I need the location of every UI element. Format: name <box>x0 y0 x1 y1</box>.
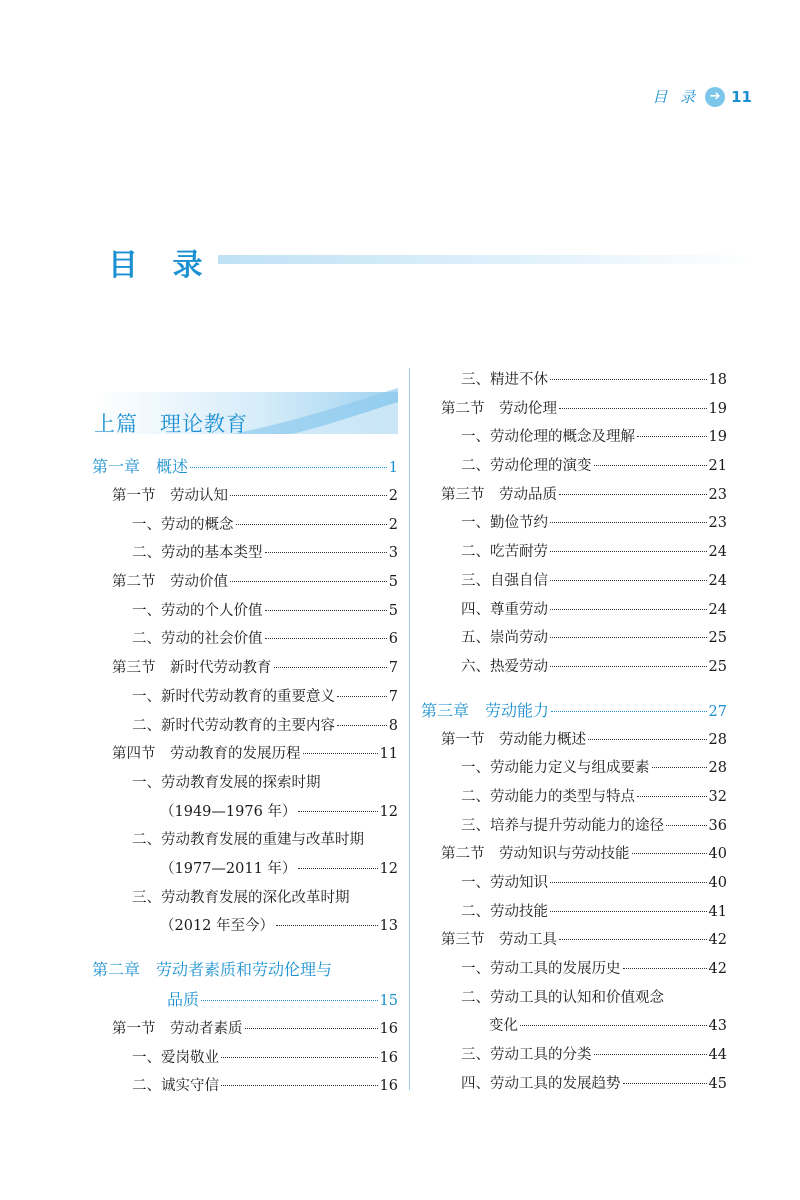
toc-entry <box>421 423 727 452</box>
toc-entry <box>421 624 727 653</box>
toc-entry-page: 7 <box>388 660 398 677</box>
dot-leader <box>190 467 387 468</box>
dot-leader <box>550 666 707 667</box>
toc-entry <box>92 597 398 626</box>
dot-leader <box>337 696 387 697</box>
toc-entry-page: 25 <box>708 658 727 675</box>
toc-entry-page: 27 <box>708 703 727 720</box>
toc-entry-title: （1949—1976 年） <box>160 803 297 820</box>
toc-entry <box>421 1070 727 1099</box>
toc-entry-page: 42 <box>708 932 727 949</box>
toc-entry-title: 二、劳动伦理的演变 <box>461 458 592 475</box>
toc-entry-page: 16 <box>379 1021 398 1037</box>
toc-entry-page: 28 <box>708 760 727 777</box>
toc-entry-title: 第二节 劳动伦理 <box>441 400 557 417</box>
toc-entry-title: 一、劳动知识 <box>461 875 548 891</box>
toc-entry-title: 二、劳动能力的类型与特点 <box>461 788 635 805</box>
toc-right-column <box>421 366 727 1099</box>
dot-leader <box>550 580 707 581</box>
toc-entry-page: 13 <box>379 918 398 935</box>
toc-entry-title: 一、勤俭节约 <box>461 515 548 532</box>
toc-entry-page: 23 <box>708 515 727 532</box>
toc-entry <box>421 509 727 538</box>
dot-leader <box>550 379 707 380</box>
toc-entry-page: 19 <box>708 429 727 446</box>
page-title: 目 录 <box>108 248 215 283</box>
toc-entry-page: 40 <box>708 846 727 863</box>
dot-leader <box>550 911 707 912</box>
dot-leader <box>221 1057 378 1058</box>
dot-leader <box>201 1000 378 1001</box>
toc-entry-page: 11 <box>379 746 398 763</box>
dot-leader <box>623 968 707 969</box>
toc-entry-title: 一、劳动工具的发展历史 <box>461 961 621 978</box>
toc-entry <box>421 1041 727 1070</box>
toc-entry-page: 44 <box>708 1047 727 1064</box>
dot-leader <box>265 552 387 553</box>
toc-entry-title: 第一节 劳动能力概述 <box>441 731 586 748</box>
dot-leader <box>276 925 378 926</box>
toc-entry <box>421 538 727 567</box>
toc-entry <box>92 712 398 741</box>
column-divider <box>409 368 410 1090</box>
toc-entry-page: 3 <box>388 545 398 562</box>
toc-entry-title: 二、劳动的基本类型 <box>132 545 263 562</box>
toc-entry-page: 32 <box>708 788 727 805</box>
toc-entry-page: 24 <box>708 601 727 618</box>
toc-entry <box>421 596 727 625</box>
toc-entry <box>92 912 398 941</box>
dot-leader <box>230 581 387 582</box>
dot-leader <box>632 853 707 854</box>
toc-entry-page: 28 <box>708 731 727 748</box>
dot-leader <box>637 796 707 797</box>
toc-entry-page: 25 <box>708 630 727 647</box>
toc-entry-page: 12 <box>379 803 398 820</box>
toc-entry-page: 5 <box>388 574 398 591</box>
toc-entry-page: 12 <box>379 860 398 877</box>
toc-entry-title: 四、劳动工具的发展趋势 <box>461 1075 621 1092</box>
dot-leader <box>265 638 387 639</box>
toc-entry-title: 第四节 劳动教育的发展历程 <box>112 746 301 763</box>
toc-entry-page: 5 <box>388 602 398 619</box>
dot-leader <box>298 868 377 869</box>
toc-entry <box>421 1012 727 1041</box>
dot-leader <box>551 711 707 712</box>
toc-entry-title: 二、劳动工具的认知和价值观念 <box>461 989 664 1006</box>
toc-entry-title: 三、培养与提升劳动能力的途径 <box>461 817 664 834</box>
part-title-text: 上篇 理论教育 <box>94 412 248 436</box>
dot-leader <box>550 522 707 523</box>
toc-entry <box>92 798 398 827</box>
toc-entry <box>92 683 398 712</box>
toc-entry-title: （2012 年至今） <box>160 918 275 935</box>
toc-entry-page: 42 <box>708 961 727 978</box>
toc-entry <box>421 481 727 510</box>
toc-entry-title: 第二节 劳动知识与劳动技能 <box>441 846 630 863</box>
toc-entry <box>421 366 727 395</box>
toc-entry <box>421 754 727 783</box>
dot-leader <box>236 524 387 525</box>
toc-entry <box>92 654 398 683</box>
toc-entry-title: 第一节 劳动者素质 <box>112 1021 243 1037</box>
toc-entry <box>421 955 727 984</box>
toc-entry-title: 第二章 劳动者素质和劳动伦理与 <box>92 960 333 979</box>
toc-entry-page: 43 <box>708 1018 727 1035</box>
toc-entry-page: 8 <box>388 717 398 734</box>
dot-leader <box>520 1025 707 1026</box>
dot-leader <box>303 753 378 754</box>
toc-entry-page: 16 <box>379 1078 398 1095</box>
toc-entry-title: 第一节 劳动认知 <box>112 488 228 504</box>
toc-entry <box>421 452 727 481</box>
toc-entry-page: 16 <box>379 1049 398 1066</box>
toc-entry-page: 45 <box>708 1075 727 1092</box>
toc-left-column <box>92 380 398 1101</box>
toc-entry-page: 7 <box>388 688 398 705</box>
toc-entry-title: 二、吃苦耐劳 <box>461 544 548 561</box>
toc-entry-title: 二、诚实守信 <box>132 1078 219 1095</box>
toc-entry-title: 二、劳动技能 <box>461 903 548 920</box>
dot-leader <box>230 495 387 496</box>
dot-leader <box>637 436 707 437</box>
toc-entry <box>421 840 727 869</box>
toc-entry <box>421 696 727 726</box>
toc-entry-title: 四、尊重劳动 <box>461 601 548 618</box>
dot-leader <box>588 739 707 740</box>
toc-entry-page: 19 <box>708 400 727 417</box>
toc-entry-page: 41 <box>708 903 727 920</box>
toc-entry-title: 三、精进不休 <box>461 372 548 388</box>
toc-entry-title: 一、劳动教育发展的探索时期 <box>132 774 321 791</box>
dot-leader <box>550 637 707 638</box>
toc-entry <box>92 511 398 540</box>
toc-entry <box>421 812 727 841</box>
toc-entry-page: 23 <box>708 486 727 503</box>
dot-leader <box>337 725 387 726</box>
title-decor-bar <box>218 255 758 264</box>
toc-entry-title: 五、崇尚劳动 <box>461 630 548 647</box>
toc-entry <box>92 955 398 985</box>
dot-leader <box>298 811 377 812</box>
toc-entry-title: 第三节 劳动品质 <box>441 486 557 503</box>
dot-leader <box>559 494 707 495</box>
toc-entry-title: 第三节 劳动工具 <box>441 932 557 949</box>
toc-entry <box>92 452 398 482</box>
part-title-banner <box>92 380 398 434</box>
arrow-right-icon: ➔ <box>705 87 725 107</box>
dot-leader <box>550 551 707 552</box>
toc-entry-title: 第三章 劳动能力 <box>421 700 550 720</box>
toc-entry-title: 六、热爱劳动 <box>461 658 548 675</box>
toc-entry-title: 品质 <box>167 990 200 1009</box>
dot-leader <box>652 767 707 768</box>
toc-entry <box>92 1015 398 1044</box>
toc-entry-title: 第三节 新时代劳动教育 <box>112 660 272 677</box>
toc-entry-page: 2 <box>388 488 398 504</box>
toc-entry-page: 1 <box>388 460 398 476</box>
toc-entry-page: 6 <box>388 631 398 648</box>
toc-entry <box>421 783 727 812</box>
header-title: 目 录 <box>652 88 700 106</box>
toc-entry <box>421 869 727 898</box>
toc-entry <box>92 539 398 568</box>
toc-entry <box>421 898 727 927</box>
running-header <box>652 86 752 107</box>
toc-entry-page: 21 <box>708 458 727 475</box>
toc-entry <box>92 625 398 654</box>
dot-leader <box>666 825 707 826</box>
toc-entry <box>421 984 727 1013</box>
toc-entry <box>92 1044 398 1073</box>
toc-entry <box>92 826 398 855</box>
toc-entry-page: 24 <box>708 572 727 589</box>
dot-leader <box>550 609 707 610</box>
toc-entry <box>92 568 398 597</box>
toc-entry-title: 二、劳动的社会价值 <box>132 631 263 648</box>
toc-entry <box>92 985 398 1015</box>
toc-entry <box>421 653 727 682</box>
toc-entry-page: 24 <box>708 544 727 561</box>
toc-entry-title: 一、劳动的概念 <box>132 516 234 533</box>
toc-entry-title: 二、新时代劳动教育的主要内容 <box>132 717 335 734</box>
toc-entry <box>92 884 398 913</box>
dot-leader <box>274 667 387 668</box>
toc-entry-title: 一、爱岗敬业 <box>132 1049 219 1066</box>
toc-entry-title: 一、劳动伦理的概念及理解 <box>461 429 635 446</box>
toc-entry-title: 一、新时代劳动教育的重要意义 <box>132 688 335 705</box>
dot-leader <box>594 1054 707 1055</box>
toc-entry <box>421 567 727 596</box>
toc-entry-page: 40 <box>708 875 727 891</box>
toc-entry <box>421 926 727 955</box>
toc-entry <box>421 726 727 755</box>
dot-leader <box>221 1085 378 1086</box>
dot-leader <box>265 610 387 611</box>
dot-leader <box>245 1028 378 1029</box>
toc-entry-title: 一、劳动的个人价值 <box>132 602 263 619</box>
toc-entry <box>421 395 727 424</box>
toc-entry-title: 三、劳动工具的分类 <box>461 1047 592 1064</box>
toc-entry <box>92 855 398 884</box>
toc-entry <box>92 769 398 798</box>
toc-entry <box>92 482 398 511</box>
toc-entry-title: 三、自强自信 <box>461 572 548 589</box>
toc-entry <box>92 1072 398 1101</box>
dot-leader <box>559 408 707 409</box>
toc-entry-title: 二、劳动教育发展的重建与改革时期 <box>132 832 364 849</box>
toc-entry-title: 一、劳动能力定义与组成要素 <box>461 760 650 777</box>
toc-entry-title: （1977—2011 年） <box>160 860 297 877</box>
toc-entry-page: 18 <box>708 372 727 388</box>
toc-entry-page: 15 <box>379 993 398 1009</box>
dot-leader <box>550 882 707 883</box>
toc-entry-title: 三、劳动教育发展的深化改革时期 <box>132 889 350 906</box>
toc-entry-title: 第二节 劳动价值 <box>112 574 228 591</box>
dot-leader <box>559 939 707 940</box>
page-number: 11 <box>731 87 752 106</box>
dot-leader <box>594 465 707 466</box>
toc-entry-title: 变化 <box>489 1018 518 1035</box>
toc-entry-page: 2 <box>388 516 398 533</box>
toc-entry-page: 36 <box>708 817 727 834</box>
dot-leader <box>623 1083 707 1084</box>
toc-entry-title: 第一章 概述 <box>92 457 189 476</box>
toc-entry <box>92 740 398 769</box>
